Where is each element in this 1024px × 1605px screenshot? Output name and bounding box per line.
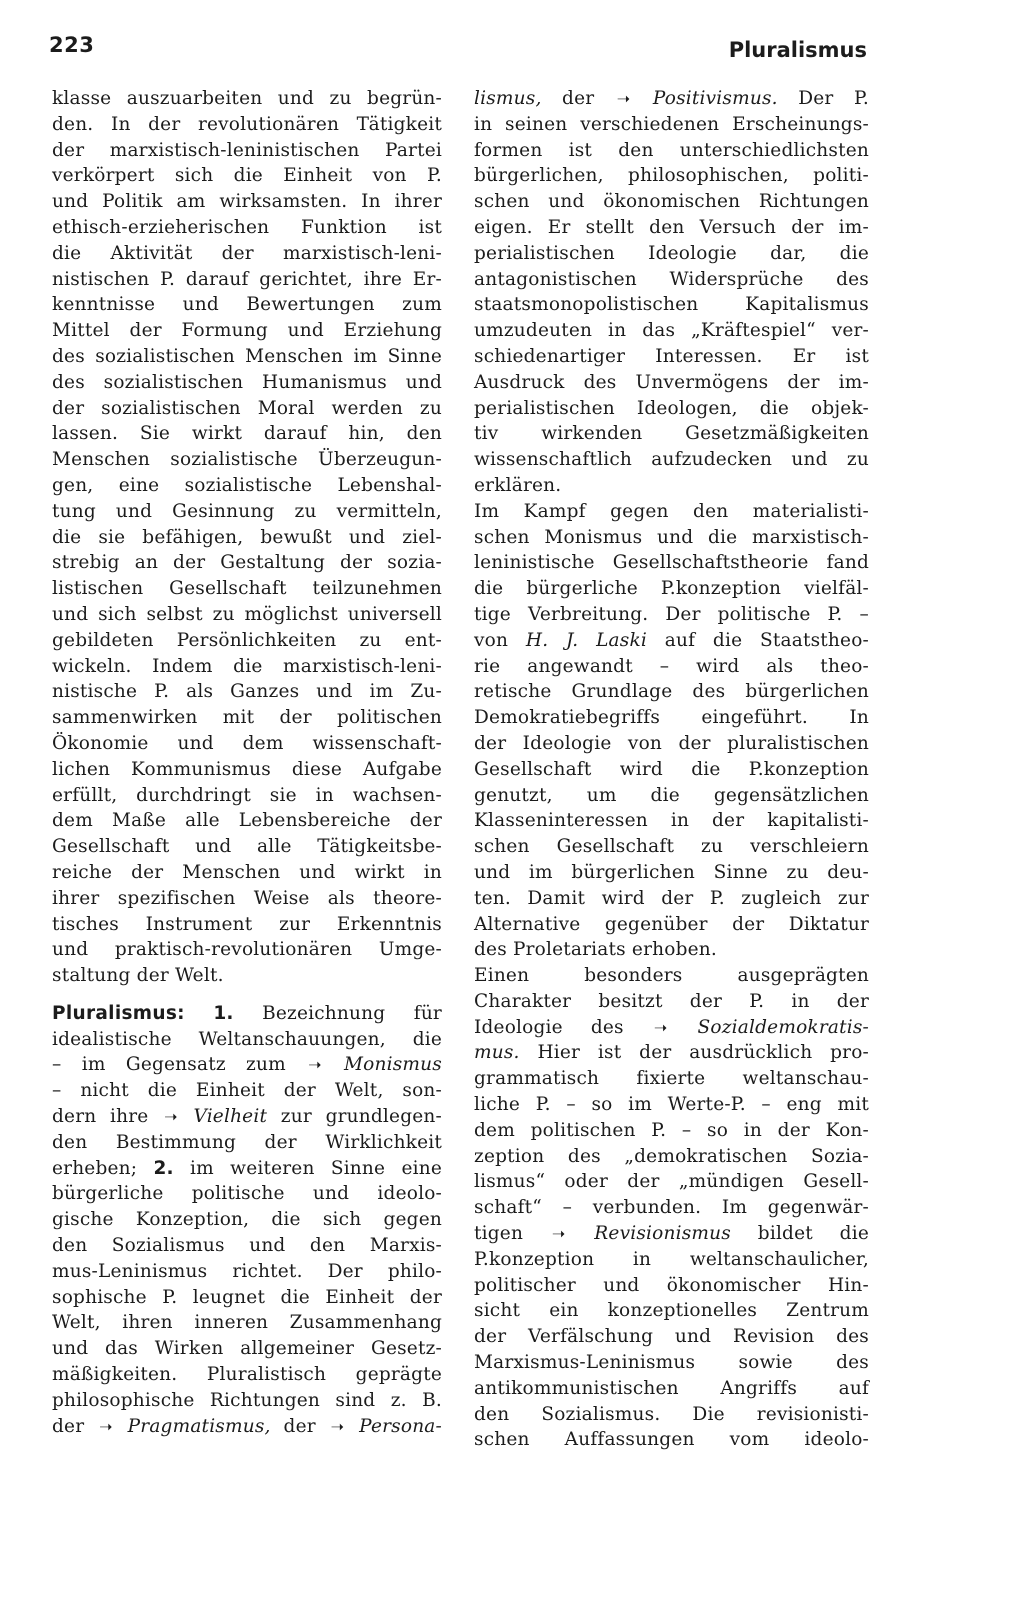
text-line: und Politik am wirksamsten. In ihrer [52,191,442,213]
entry-text: bildet die [757,1223,869,1245]
text-line: Marxismus-Leninismus sowie des [474,1352,869,1374]
cross-reference-arrow-icon: ➝ [653,1017,668,1037]
text-line: strebig an der Gestaltung der sozia- [52,552,442,574]
left-column [52,86,442,1439]
text-line: in seinen verschiedenen Erscheinungs- [474,113,869,135]
text-line: lichen Kommunismus diese Aufgabe [52,758,442,780]
text-line: staatsmonopolistischen Kapitalismus [474,294,869,316]
entry-text: dern ihre [52,1106,149,1128]
text-line: des sozialistischen Humanismus und [52,371,442,393]
text-line: listischen Gesellschaft teilzunehmen [52,578,442,600]
text-line: schen Auffassungen vom ideolo- [474,1429,869,1451]
text-line: staltung der Welt. [52,965,224,987]
text-line: ten. Damit wird der P. zugleich zur [474,887,869,909]
text-line: erklären. [474,474,562,496]
entry-line [52,1156,442,1182]
entry-text: erheben; [52,1157,138,1179]
entry-text: Ideologie des [474,1016,624,1038]
text-line: Ökonomie und dem wissenschaft- [52,732,442,754]
text-line: genutzt, um die gegensätzlichen [474,784,869,806]
entry-text: der [283,1415,316,1437]
entry-text: Der P. [798,88,869,109]
text-line: des Proletariats erhoben. [474,939,717,961]
entry-text: – im Gegensatz zum [52,1054,286,1076]
entry-text: der [52,1415,85,1437]
entry-text: tigen [474,1223,524,1245]
entry-line: und das Wirken allgemeiner Gesetz- [52,1338,442,1360]
text-line: gen, eine sozialistische Lebenshal- [52,474,442,496]
entry-text: auf die Staatstheo- [664,629,869,651]
entry-line [52,1414,442,1440]
text-line: antagonistischen Widersprüche des [474,268,869,290]
text-line: leninistische Gesellschaftstheorie fand [474,552,869,574]
entry-headword: Pluralismus: [52,1002,185,1024]
entry-text: zur grundlegen- [280,1106,442,1128]
text-line: politischer und ökonomischer Hin- [474,1274,869,1296]
entry-line [474,628,869,654]
text-line: ihrer spezifischen Weise als theore- [52,887,442,909]
text-line: gebildeten Persönlichkeiten zu ent- [52,629,442,651]
sense-number: 2. [153,1157,174,1179]
text-line: ethisch-erzieherischen Funktion ist [52,216,442,238]
text-line: schiedenartiger Interessen. Er ist [474,345,869,367]
text-line: lassen. Sie wirkt darauf hin, den [52,423,442,445]
text-line: Alternative gegenüber der Diktatur [474,913,869,935]
text-line: perialistischen Ideologie dar, die [474,242,869,264]
entry-line [474,86,869,112]
text-line: des sozialistischen Menschen im Sinne [52,345,442,367]
entry-line: mus-Leninismus richtet. Der philo- [52,1260,442,1282]
text-line: den Sozialismus. Die revisionisti- [474,1403,869,1425]
cross-reference: Positivismus. [652,88,778,109]
text-line: schen und ökonomischen Richtungen [474,191,869,213]
left-body-text [52,86,442,989]
entry-line [52,1001,442,1027]
cross-reference: mus. [474,1042,520,1064]
entry-line: mäßigkeiten. Pluralistisch geprägte [52,1364,442,1386]
text-line: zeption des „demokratischen Sozia- [474,1145,869,1167]
text-line: wissenschaftlich aufzudecken und zu [474,449,869,471]
text-line: umzudeuten in das „Kräftespiel“ ver- [474,320,869,342]
text-line: und im bürgerlichen Sinne zu deu- [474,861,869,883]
running-head: Pluralismus [728,38,867,62]
text-line: der sozialistischen Moral werden zu [52,397,442,419]
text-line: die Aktivität der marxistisch-leni- [52,242,442,264]
text-line: der marxistisch-leninistischen Partei [52,139,442,161]
text-line: die sie befähigen, bewußt und ziel- [52,526,442,548]
cross-reference: Revisionismus [594,1223,731,1245]
cross-reference: Sozialdemokratis- [697,1016,869,1038]
text-line: erfüllt, durchdringt sie in wachsen- [52,784,442,806]
text-line: antikommunistischen Angriffs auf [474,1377,869,1399]
page-number: 223 [49,33,95,57]
entry-text: der [562,88,595,109]
entry-line [52,1104,442,1130]
text-line: Mittel der Formung und Erziehung [52,320,442,342]
entry-line: – nicht die Einheit der Welt, son- [52,1080,442,1102]
right-body-text [474,112,869,628]
text-line: grammatisch fixierte weltanschau- [474,1068,869,1090]
entry-line: gische Konzeption, die sich gegen [52,1209,442,1231]
text-line: Demokratiebegriffs eingeführt. In [474,707,869,729]
entry-line: sophische P. leugnet die Einheit der [52,1286,442,1308]
text-line: retische Grundlage des bürgerlichen [474,681,869,703]
cross-reference: Persona- [359,1415,442,1437]
cross-reference: lismus, [474,88,542,109]
cross-reference: Vielheit [193,1106,268,1128]
entry-line: den Sozialismus und den Marxis- [52,1235,442,1257]
text-line: und sich selbst zu möglichst universell [52,603,442,625]
text-line: Menschen sozialistische Überzeugun- [52,449,442,471]
text-line: schen Gesellschaft zu verschleiern [474,836,869,858]
right-column [474,86,869,1453]
text-line: dem politischen P. – so in der Kon- [474,1119,869,1141]
text-line: tung und Gesinnung zu vermitteln, [52,500,442,522]
text-line: lismus“ oder der „mündigen Gesell- [474,1171,869,1193]
text-line: nistischen P. darauf gerichtet, ihre Er- [52,268,442,290]
text-line: bürgerlichen, philosophischen, politi- [474,165,869,187]
entry-line: idealistische Weltanschauungen, die [52,1028,442,1050]
cross-reference: Monismus [344,1054,442,1076]
text-line: eigen. Er stellt den Versuch der im- [474,216,869,238]
text-line: Klasseninteressen in der kapitalisti- [474,810,869,832]
text-line: tisches Instrument zur Erkenntnis [52,913,442,935]
text-line: schen Monismus und die marxistisch- [474,526,869,548]
text-line: liche P. – so im Werte-P. – eng mit [474,1094,869,1116]
cross-reference-arrow-icon: ➝ [616,89,631,108]
entry-line: philosophische Richtungen sind z. B. [52,1389,442,1411]
author-name: H. J. Laski [525,629,648,651]
text-line: schaft“ – verbunden. Im gegenwär- [474,1197,869,1219]
text-line: kenntnisse und Bewertungen zum [52,294,442,316]
entry-line: Welt, ihren inneren Zusammenhang [52,1312,442,1334]
entry-text: Hier ist der ausdrücklich pro- [537,1042,869,1064]
text-line: Gesellschaft wird die P.konzeption [474,758,869,780]
cross-reference-arrow-icon: ➝ [164,1107,178,1127]
cross-reference-arrow-icon: ➝ [99,1416,113,1436]
text-line: Im Kampf gegen den materialisti- [474,500,869,522]
entry-text: im weiteren Sinne eine [190,1157,442,1179]
text-line: der Verfälschung und Revision des [474,1326,869,1348]
text-line: Gesellschaft und alle Tätigkeitsbe- [52,836,442,858]
text-line: formen ist den unterschiedlichsten [474,139,869,161]
right-body-text [474,1247,869,1453]
text-line: Charakter besitzt der P. in der [474,990,869,1012]
text-line: nistische P. als Ganzes und im Zu- [52,681,442,703]
text-line: verkörpert sich die Einheit von P. [52,165,442,187]
text-line: reiche der Menschen und wirkt in [52,861,442,883]
cross-reference-arrow-icon: ➝ [308,1055,322,1075]
entry-line [474,1015,869,1041]
entry-line: den Bestimmung der Wirklichkeit [52,1131,442,1153]
text-line: rie angewandt – wird als theo- [474,655,869,677]
entry-text: Bezeichnung für [262,1002,442,1024]
text-line: Einen besonders ausgeprägten [474,965,869,987]
entry-line [52,1052,442,1078]
text-line: sicht ein konzeptionelles Zentrum [474,1300,869,1322]
right-body-text [474,654,869,1015]
text-line: und praktisch-revolutionären Umge- [52,939,442,961]
sense-number: 1. [213,1002,234,1024]
text-line: klasse auszuarbeiten und zu begrün- [52,88,442,109]
text-line: perialistischen Ideologen, die objek- [474,397,869,419]
text-line: den. In der revolutionären Tätigkeit [52,113,442,135]
text-line: sammenwirken mit der politischen [52,707,442,729]
entry-line [474,1040,869,1066]
text-line: tiv wirkenden Gesetzmäßigkeiten [474,423,869,445]
entry-line: bürgerliche politische und ideolo- [52,1183,442,1205]
entry-line [474,1221,869,1247]
cross-reference: Pragmatismus, [127,1415,271,1437]
right-body-text [474,1066,869,1221]
text-line: wickeln. Indem die marxistisch-leni- [52,655,442,677]
entry-text: von [474,629,509,651]
text-line: tige Verbreitung. Der politische P. – [474,603,869,625]
text-line: Ausdruck des Unvermögens der im- [474,371,869,393]
text-line: dem Maße alle Lebensbereiche der [52,810,442,832]
text-line: P.konzeption in weltanschaulicher, [474,1248,869,1270]
cross-reference-arrow-icon: ➝ [330,1416,345,1436]
text-line: der Ideologie von der pluralistischen [474,732,869,754]
text-line: die bürgerliche P.konzeption vielfäl- [474,578,869,600]
cross-reference-arrow-icon: ➝ [551,1224,566,1244]
